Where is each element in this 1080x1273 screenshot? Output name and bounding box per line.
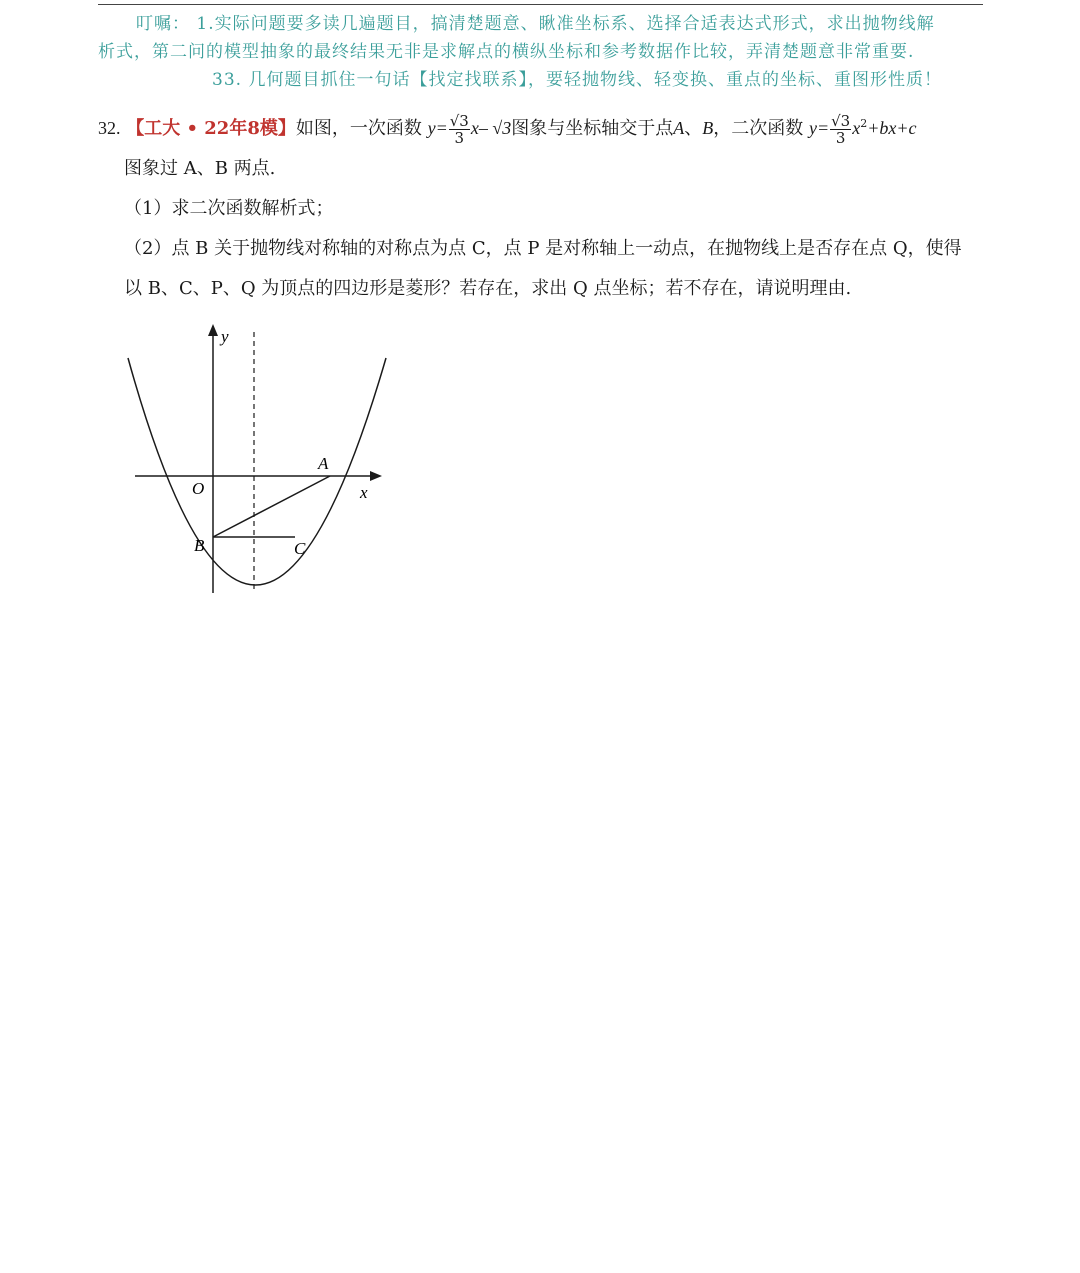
label-y: y bbox=[221, 327, 229, 346]
label-c: C bbox=[294, 539, 306, 558]
point-b-ref: B bbox=[702, 118, 714, 138]
reminder-line-2: 析式，第二问的模型抽象的最终结果无非是求解点的横纵坐标和参考数据作比较，弄清楚题意非常重要. bbox=[98, 42, 915, 62]
segment-ab bbox=[213, 476, 330, 537]
frac-numerator: √3 bbox=[449, 111, 469, 130]
problem-statement-line-1 bbox=[98, 104, 988, 149]
problem-statement-line-2: 图象过 A、B 两点. bbox=[124, 158, 276, 179]
top-divider bbox=[98, 4, 983, 5]
question-2-line-2: 以 B、C、P、Q 为顶点的四边形是菱形？若存在，求出 Q 点坐标；若不存在，请说明理由. bbox=[124, 278, 852, 299]
question-2-line-1: （2）点 B 关于抛物线对称轴的对称点为点 C，点 P 是对称轴上一动点，在抛物线上是否存在点 Q，使得 bbox=[124, 238, 962, 259]
reminder-note bbox=[98, 10, 983, 94]
figure-svg bbox=[120, 318, 400, 598]
point-a-ref: A bbox=[673, 118, 685, 138]
label-x: x bbox=[360, 483, 368, 502]
quad-rest: +bx+c bbox=[867, 118, 917, 138]
separator: 、 bbox=[684, 118, 703, 139]
problem-32 bbox=[98, 104, 988, 309]
parabola-figure bbox=[120, 318, 400, 602]
frac-denominator: 3 bbox=[454, 128, 465, 147]
linear-lhs: y= bbox=[427, 118, 448, 138]
x-axis-arrow-icon bbox=[370, 471, 382, 481]
problem-mid: 图象与坐标轴交于点 bbox=[511, 118, 674, 139]
problem-number: 32. bbox=[98, 118, 121, 138]
reminder-line-3: 33. 几何题目抓住一句话【找定找联系】，要轻抛物线、轻变换、重点的坐标、重图形性质！ bbox=[212, 70, 942, 90]
frac-numerator-2: √3 bbox=[831, 111, 851, 130]
problem-mid-2: ，二次函数 bbox=[713, 118, 804, 139]
quad-x: x bbox=[852, 118, 861, 138]
question-1: （1）求二次函数解析式； bbox=[124, 198, 334, 219]
parabola-curve bbox=[128, 358, 386, 585]
label-o: O bbox=[192, 479, 205, 498]
reminder-line-1: 叮嘱： 1.实际问题要多读几遍题目，搞清楚题意、瞅准坐标系、选择合适表达式形式，求出抛物线解 bbox=[136, 14, 935, 34]
y-axis-arrow-icon bbox=[208, 324, 218, 336]
problem-intro: 如图，一次函数 bbox=[295, 118, 422, 139]
label-b: B bbox=[194, 536, 205, 555]
frac-denominator-2: 3 bbox=[835, 128, 846, 147]
quad-exponent: 2 bbox=[860, 117, 868, 130]
linear-rest: x– √3 bbox=[470, 118, 512, 138]
problem-source-tag: 【工大 • 22年8模】 bbox=[126, 118, 296, 139]
quad-lhs: y= bbox=[808, 118, 830, 138]
linear-coefficient bbox=[449, 113, 470, 146]
label-a: A bbox=[318, 454, 329, 473]
quad-coefficient bbox=[830, 113, 851, 146]
